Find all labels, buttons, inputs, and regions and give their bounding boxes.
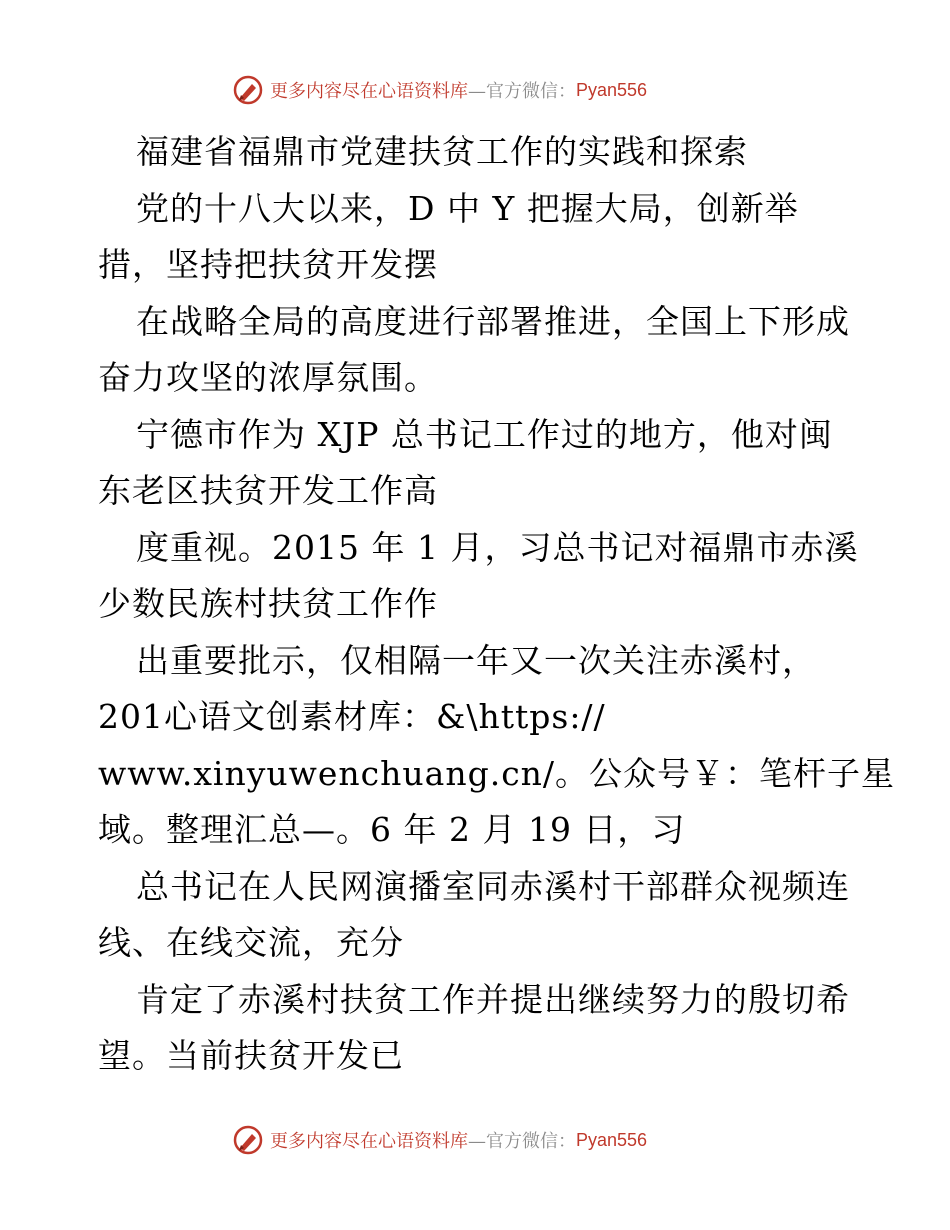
text-line: 东老区扶贫开发工作高 (98, 471, 438, 510)
banner-main-text: 更多内容尽在心语资料库 (270, 1131, 468, 1152)
pen-logo-icon (232, 1124, 264, 1156)
header-banner (232, 74, 647, 106)
banner-wechat-id: Pyan556 (576, 79, 648, 100)
banner-main-text: 更多内容尽在心语资料库 (270, 81, 468, 102)
text-line: 线、在线交流，充分 (98, 923, 404, 962)
banner-separator-text: —官方微信： (468, 81, 576, 102)
text-line: 度重视。2015 年 1 月，习总书记对福鼎市赤溪 (136, 527, 859, 567)
text-line: 201心语文创素材库：&\https:// (98, 697, 606, 736)
text-line: 望。当前扶贫开发已 (98, 1036, 404, 1075)
text-line: 党的十八大以来，D 中 Y 把握大局，创新举 (136, 188, 799, 228)
text-line: 在战略全局的高度进行部署推进，全国上下形成 (136, 301, 850, 341)
text-line: www.xinyuwenchuang.cn/。公众号￥：笔杆子星 (98, 753, 896, 793)
document-body (98, 124, 896, 1085)
footer-banner (232, 1124, 647, 1156)
text-line: 出重要批示，仅相隔一年又一次关注赤溪村， (136, 640, 816, 680)
text-line: 措，坚持把扶贫开发摆 (98, 245, 438, 284)
text-line: 总书记在人民网演播室同赤溪村干部群众视频连 (136, 866, 850, 906)
text-line: 域。整理汇总—。6 年 2 月 19 日，习 (98, 810, 686, 849)
text-line: 肯定了赤溪村扶贫工作并提出继续努力的殷切希 (136, 979, 850, 1019)
banner-separator-text: —官方微信： (468, 1131, 576, 1152)
text-line: 少数民族村扶贫工作作 (98, 584, 438, 623)
text-line: 奋力攻坚的浓厚氛围。 (98, 358, 438, 397)
banner-wechat-id: Pyan556 (576, 1129, 648, 1150)
doc-title: 福建省福鼎市党建扶贫工作的实践和探索 (136, 132, 748, 171)
pen-logo-icon (232, 74, 264, 106)
text-line: 宁德市作为 XJP 总书记工作过的地方，他对闽 (136, 414, 833, 454)
